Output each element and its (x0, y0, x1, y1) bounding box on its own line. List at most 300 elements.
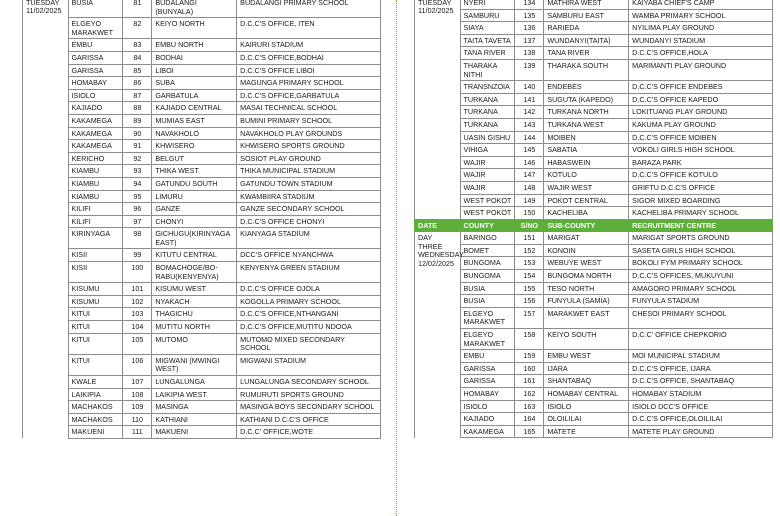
header-county: COUNTY (460, 219, 515, 232)
sno-cell: 90 (123, 127, 152, 140)
table-row (23, 39, 381, 52)
county-cell: BUSIA (460, 282, 515, 295)
table-row (23, 283, 381, 296)
county-cell: BUSIA (460, 295, 515, 308)
sno-cell: 104 (123, 321, 152, 334)
table-row (23, 413, 381, 426)
subcounty-cell: TURKANA WEST (544, 118, 629, 131)
subcounty-cell: THARAKA SOUTH (544, 59, 629, 80)
county-cell: KISII (68, 262, 123, 283)
table-row (415, 118, 773, 131)
sno-cell: 108 (123, 388, 152, 401)
subcounty-cell: THAGICHU (152, 308, 237, 321)
subcounty-cell: MUMIAS EAST (152, 114, 237, 127)
county-cell: KITUI (68, 308, 123, 321)
sno-cell: 139 (515, 59, 544, 80)
centre-cell: KIANYAGA STADIUM (237, 228, 381, 249)
subcounty-cell: TESO NORTH (544, 282, 629, 295)
sno-cell: 95 (123, 190, 152, 203)
county-cell: KISUMU (68, 295, 123, 308)
centre-cell: THIKA MUNICIPAL STADIUM (237, 165, 381, 178)
sno-cell: 106 (123, 354, 152, 375)
centre-cell: D.C.C'S OFFICE LIBOI (237, 64, 381, 77)
sno-cell: 94 (123, 177, 152, 190)
centre-cell: MARIGAT SPORTS GROUND (629, 232, 773, 245)
subcounty-cell: MASINGA (152, 401, 237, 414)
county-cell: ELGEYO MARAKWET (460, 329, 515, 350)
sno-cell: 165 (515, 425, 544, 438)
county-cell: KITUI (68, 333, 123, 354)
centre-cell: WUNDANYI STADIUM (629, 34, 773, 47)
county-cell: BUSIA (68, 0, 123, 18)
sno-cell: 101 (123, 283, 152, 296)
county-cell: GARISSA (68, 51, 123, 64)
sno-cell: 82 (123, 18, 152, 39)
table-row (415, 156, 773, 169)
sno-cell: 144 (515, 131, 544, 144)
subcounty-cell: LAIKIPIA WEST (152, 388, 237, 401)
county-cell: EMBU (460, 350, 515, 363)
table-row (415, 413, 773, 426)
table-row (415, 329, 773, 350)
sno-cell: 149 (515, 194, 544, 207)
subcounty-cell: LUNGALUNGA (152, 376, 237, 389)
sno-cell: 161 (515, 375, 544, 388)
sno-cell: 137 (515, 34, 544, 47)
centre-cell: MASAI TECHNICAL SCHOOL (237, 102, 381, 115)
table-row (23, 0, 381, 18)
centre-cell: FUNYULA STADIUM (629, 295, 773, 308)
table-row (415, 169, 773, 182)
table-row (415, 34, 773, 47)
table-row (415, 400, 773, 413)
centre-cell: MARIMANTI PLAY GROUND (629, 59, 773, 80)
county-cell: KAJIADO (460, 413, 515, 426)
county-cell: THARAKA NITHI (460, 59, 515, 80)
table-row (415, 350, 773, 363)
table-row (415, 181, 773, 194)
table-row (415, 282, 773, 295)
county-cell: EMBU (68, 39, 123, 52)
centre-cell: GATUNDU TOWN STADIUM (237, 177, 381, 190)
county-cell: TURKANA (460, 106, 515, 119)
subcounty-cell: SAMBURU EAST (544, 9, 629, 22)
centre-cell: D.C.C'S OFFICE,OLOILILAI (629, 413, 773, 426)
date-cell: TUESDAY 11/02/2025 (415, 0, 461, 219)
centre-cell: D.C.C'S OFFICE,HOLA (629, 47, 773, 60)
centre-cell: D.C.C'S OFFICE KAPEDO (629, 93, 773, 106)
table-row (23, 354, 381, 375)
centre-cell: MUTOMO MIXED SECONDARY SCHOOL (237, 333, 381, 354)
table-row (23, 51, 381, 64)
county-cell: KILIFI (68, 203, 123, 216)
sno-cell: 111 (123, 426, 152, 439)
centre-cell: MAGUNGA PRIMARY SCHOOL (237, 77, 381, 90)
sno-cell: 87 (123, 89, 152, 102)
centre-cell: VOKOLI GIRLS HIGH SCHOOL (629, 144, 773, 157)
centre-cell: D.C.C'S OFFICE, SHANTABAQ (629, 375, 773, 388)
centre-cell: ISIOLO DCC'S OFFICE (629, 400, 773, 413)
table-row (23, 321, 381, 334)
sno-cell: 162 (515, 388, 544, 401)
subcounty-cell: OLOILILAI (544, 413, 629, 426)
table-row (23, 401, 381, 414)
subcounty-cell: KITUTU CENTRAL (152, 249, 237, 262)
sno-cell: 99 (123, 249, 152, 262)
sno-cell: 135 (515, 9, 544, 22)
centre-cell: AMAGORO PRIMARY SCHOOL (629, 282, 773, 295)
sno-cell: 84 (123, 51, 152, 64)
subcounty-cell: MAKUENI (152, 426, 237, 439)
sno-cell: 134 (515, 0, 544, 9)
sno-cell: 89 (123, 114, 152, 127)
header-date: DATE (415, 219, 461, 232)
county-cell: GARISSA (460, 375, 515, 388)
table-row (415, 9, 773, 22)
centre-cell: HOMABAY STADIUM (629, 388, 773, 401)
centre-cell: GANZE SECONDARY SCHOOL (237, 203, 381, 216)
subcounty-cell: ENDEBES (544, 81, 629, 94)
county-cell: ISIOLO (68, 89, 123, 102)
sno-cell: 143 (515, 118, 544, 131)
subcounty-cell: KHWISERO (152, 140, 237, 153)
subcounty-cell: NYAKACH (152, 295, 237, 308)
subcounty-cell: LIBOI (152, 64, 237, 77)
centre-cell: LUNGALUNGA SECONDARY SCHOOL (237, 376, 381, 389)
subcounty-cell: NAVAKHOLO (152, 127, 237, 140)
table-row (23, 152, 381, 165)
date-cell: DAY THREE WEDNESDAY 12/02/2025 (415, 232, 461, 438)
subcounty-cell: BOMACHOGE/BO-RABU(KENYENYA) (152, 262, 237, 283)
table-row (415, 47, 773, 60)
centre-cell: KATHIANI D.C.C'S OFFICE (237, 413, 381, 426)
centre-cell: GRIFTU D.C.C'S OFFICE (629, 181, 773, 194)
centre-cell: MASINGA BOYS SECONDARY SCHOOL (237, 401, 381, 414)
centre-cell: D.C.C'S OFFICE,BODHAI (237, 51, 381, 64)
county-cell: WEST POKOT (460, 207, 515, 220)
county-cell: TRANSNZOIA (460, 81, 515, 94)
subcounty-cell: GANZE (152, 203, 237, 216)
sno-cell: 107 (123, 376, 152, 389)
table-row (23, 140, 381, 153)
subcounty-cell: SHANTABAQ (544, 375, 629, 388)
sno-cell: 81 (123, 0, 152, 18)
subcounty-cell: KEIYO SOUTH (544, 329, 629, 350)
sno-cell: 96 (123, 203, 152, 216)
centre-cell: BARAZA PARK (629, 156, 773, 169)
table-row (23, 228, 381, 249)
sno-cell: 93 (123, 165, 152, 178)
table-row (23, 64, 381, 77)
subcounty-cell: KONOIN (544, 244, 629, 257)
centre-cell: MATETE PLAY GROUND (629, 425, 773, 438)
sno-cell: 100 (123, 262, 152, 283)
county-cell: KISUMU (68, 283, 123, 296)
county-cell: KERICHO (68, 152, 123, 165)
table-row (23, 249, 381, 262)
subcounty-cell: KATHIANI (152, 413, 237, 426)
subcounty-cell: BUDALANGI (BUNYALA) (152, 0, 237, 18)
county-cell: UASIN GISHU (460, 131, 515, 144)
county-cell: GARISSA (460, 362, 515, 375)
county-cell: KAKAMEGA (68, 114, 123, 127)
centre-cell: D.C.C'S OFFICES, MUKUYUNI (629, 270, 773, 283)
centre-cell: BUDALANGI PRIMARY SCHOOL (237, 0, 381, 18)
table-row (23, 77, 381, 90)
county-cell: ELGEYO MARAKWET (460, 307, 515, 328)
centre-cell: D.C.C'S OFFICE MOIBEN (629, 131, 773, 144)
table-row (415, 144, 773, 157)
subcounty-cell: IJARA (544, 362, 629, 375)
centre-cell: D.C.C'S OFFICE,MUTITU NDOOA (237, 321, 381, 334)
date-cell: TUESDAY 11/02/2025 (23, 0, 69, 438)
county-cell: KITUI (68, 354, 123, 375)
sno-cell: 142 (515, 106, 544, 119)
table-row (415, 375, 773, 388)
subcounty-cell: KOTULO (544, 169, 629, 182)
sno-cell: 98 (123, 228, 152, 249)
centre-cell: KENYENYA GREEN STADIUM (237, 262, 381, 283)
sno-cell: 85 (123, 64, 152, 77)
table-row (415, 194, 773, 207)
table-row (23, 177, 381, 190)
sno-cell: 88 (123, 102, 152, 115)
subcounty-cell: KISUMU WEST (152, 283, 237, 296)
county-cell: TURKANA (460, 93, 515, 106)
centre-cell: KAKUMA PLAY GROUND (629, 118, 773, 131)
county-cell: KAJIADO (68, 102, 123, 115)
centre-cell: KHWISERO SPORTS GROUND (237, 140, 381, 153)
subcounty-cell: ISIOLO (544, 400, 629, 413)
table-row (23, 102, 381, 115)
subcounty-cell: FUNYULA (SAMIA) (544, 295, 629, 308)
county-cell: HOMABAY (460, 388, 515, 401)
sno-cell: 140 (515, 81, 544, 94)
subcounty-cell: MUTITU NORTH (152, 321, 237, 334)
subcounty-cell: GICHUGU(KIRINYAGA EAST) (152, 228, 237, 249)
sno-cell: 136 (515, 22, 544, 35)
subcounty-cell: MUTOMO (152, 333, 237, 354)
subcounty-cell: SUBA (152, 77, 237, 90)
subcounty-cell: MARAKWET EAST (544, 307, 629, 328)
centre-cell: KWAMBIIRA STADIUM (237, 190, 381, 203)
sno-cell: 97 (123, 215, 152, 228)
subcounty-cell: SABATIA (544, 144, 629, 157)
sno-cell: 103 (123, 308, 152, 321)
table-row (23, 89, 381, 102)
sno-cell: 156 (515, 295, 544, 308)
table-row (23, 215, 381, 228)
county-cell: BOMET (460, 244, 515, 257)
table-row (23, 165, 381, 178)
centre-cell: LOKITUANG PLAY GROUND (629, 106, 773, 119)
centre-cell: D.C.C'S OFFICE, IJARA (629, 362, 773, 375)
header-subcounty: SUB-COUNTY (544, 219, 629, 232)
centre-cell: D.C.C'S OFFICE ENDEBES (629, 81, 773, 94)
subcounty-cell: MIGWANI (MWINGI WEST) (152, 354, 237, 375)
county-cell: KAKAMEGA (68, 127, 123, 140)
centre-cell: BOKOLI FYM PRIMARY SCHOOL (629, 257, 773, 270)
sno-cell: 91 (123, 140, 152, 153)
centre-cell: KAIYABA CHIEF'S CAMP (629, 0, 773, 9)
subcounty-cell: HOMABAY CENTRAL (544, 388, 629, 401)
subcounty-cell: GATUNDU SOUTH (152, 177, 237, 190)
header-centre: RECRUITMENT CENTRE (629, 219, 773, 232)
table-row (415, 244, 773, 257)
table-row (415, 307, 773, 328)
subcounty-cell: MATHIRA WEST (544, 0, 629, 9)
table-row (415, 207, 773, 220)
subcounty-cell: KAJIADO CENTRAL (152, 102, 237, 115)
sno-cell: 109 (123, 401, 152, 414)
sno-cell: 152 (515, 244, 544, 257)
county-cell: KAKAMEGA (68, 140, 123, 153)
sno-cell: 160 (515, 362, 544, 375)
centre-cell: NYILIMA PLAY GROUND (629, 22, 773, 35)
centre-cell: D.C.C'S OFFICE CHONYI (237, 215, 381, 228)
centre-cell: BUMINI PRIMARY SCHOOL (237, 114, 381, 127)
county-cell: KIAMBU (68, 190, 123, 203)
county-cell: KIAMBU (68, 165, 123, 178)
centre-cell: KOGOLLA PRIMARY SCHOOL (237, 295, 381, 308)
county-cell: KITUI (68, 321, 123, 334)
county-cell: NYERI (460, 0, 515, 9)
sno-cell: 163 (515, 400, 544, 413)
sno-cell: 155 (515, 282, 544, 295)
subcounty-cell: MOIBEN (544, 131, 629, 144)
centre-cell: D.C.C'S OFFICE OJOLA (237, 283, 381, 296)
county-cell: VIHIGA (460, 144, 515, 157)
table-row (23, 388, 381, 401)
subcounty-cell: WUNDANYI(TAITA) (544, 34, 629, 47)
table-row (415, 93, 773, 106)
centre-cell: D.C.C'S OFFICE,GARBATULA (237, 89, 381, 102)
county-cell: KAKAMEGA (460, 425, 515, 438)
subcounty-cell: TANA RIVER (544, 47, 629, 60)
table-row (23, 333, 381, 354)
table-row (415, 270, 773, 283)
centre-cell: SIGOR MIXED BOARDING (629, 194, 773, 207)
sno-cell: 148 (515, 181, 544, 194)
county-cell: MACHAKOS (68, 401, 123, 414)
centre-cell: SASETA GIRLS HIGH SCHOOL (629, 244, 773, 257)
county-cell: TURKANA (460, 118, 515, 131)
table-row (415, 232, 773, 245)
page-divider (396, 0, 397, 516)
sno-cell: 153 (515, 257, 544, 270)
county-cell: HOMABAY (68, 77, 123, 90)
county-cell: KIRINYAGA (68, 228, 123, 249)
sno-cell: 145 (515, 144, 544, 157)
centre-cell: KACHELIBA PRIMARY SCHOOL (629, 207, 773, 220)
county-cell: WAJIR (460, 156, 515, 169)
centre-cell: D.C.C' OFFICE,WOTE (237, 426, 381, 439)
centre-cell: KAIRURI STADIUM (237, 39, 381, 52)
county-cell: ELGEYO MARAKWET (68, 18, 123, 39)
sno-cell: 141 (515, 93, 544, 106)
county-cell: MAKUENI (68, 426, 123, 439)
subcounty-cell: EMBU WEST (544, 350, 629, 363)
county-cell: KWALE (68, 376, 123, 389)
centre-cell: NAVAKHOLO PLAY GROUNDS (237, 127, 381, 140)
table-row (415, 362, 773, 375)
table-row (23, 114, 381, 127)
centre-cell: WAMBA PRIMARY SCHOOL (629, 9, 773, 22)
table-row (415, 425, 773, 438)
table-row (415, 0, 773, 9)
table-row (415, 22, 773, 35)
centre-cell: DCC'S OFFICE NYANCHWA (237, 249, 381, 262)
table-row (415, 257, 773, 270)
table-row (23, 18, 381, 39)
subcounty-cell: RARIEDA (544, 22, 629, 35)
county-cell: GARISSA (68, 64, 123, 77)
county-cell: ISIOLO (460, 400, 515, 413)
county-cell: SAMBURU (460, 9, 515, 22)
county-cell: WEST POKOT (460, 194, 515, 207)
county-cell: TAITA TAVETA (460, 34, 515, 47)
sno-cell: 110 (123, 413, 152, 426)
table-row (23, 308, 381, 321)
county-cell: KILIFI (68, 215, 123, 228)
subcounty-cell: BUNGOMA NORTH (544, 270, 629, 283)
sno-cell: 146 (515, 156, 544, 169)
left-schedule-table (22, 0, 381, 439)
sno-cell: 158 (515, 329, 544, 350)
sno-cell: 83 (123, 39, 152, 52)
centre-cell: RUMURUTI SPORTS GROUND (237, 388, 381, 401)
subcounty-cell: WAJIR WEST (544, 181, 629, 194)
sno-cell: 154 (515, 270, 544, 283)
subcounty-cell: MATETE (544, 425, 629, 438)
sno-cell: 105 (123, 333, 152, 354)
table-row (415, 295, 773, 308)
table-row (23, 426, 381, 439)
sno-cell: 102 (123, 295, 152, 308)
subcounty-cell: CHONYI (152, 215, 237, 228)
subcounty-cell: POKOT CENTRAL (544, 194, 629, 207)
subcounty-cell: SUGUTA (KAPEDO) (544, 93, 629, 106)
subcounty-cell: THIKA WEST (152, 165, 237, 178)
table-row (415, 388, 773, 401)
subcounty-cell: BODHAI (152, 51, 237, 64)
table-row (23, 127, 381, 140)
sno-cell: 138 (515, 47, 544, 60)
county-cell: KIAMBU (68, 177, 123, 190)
centre-cell: MOI MUNICIPAL STADIUM (629, 350, 773, 363)
table-row (23, 376, 381, 389)
table-row (23, 190, 381, 203)
sno-cell: 159 (515, 350, 544, 363)
sno-cell: 151 (515, 232, 544, 245)
centre-cell: SOSIOT PLAY GROUND (237, 152, 381, 165)
subcounty-cell: MARIGAT (544, 232, 629, 245)
table-header-row (415, 219, 773, 232)
sno-cell: 164 (515, 413, 544, 426)
subcounty-cell: GARBATULA (152, 89, 237, 102)
county-cell: SIAYA (460, 22, 515, 35)
sno-cell: 86 (123, 77, 152, 90)
centre-cell: D.C.C' OFFICE CHEPKORIO (629, 329, 773, 350)
table-row (415, 106, 773, 119)
subcounty-cell: LIMURU (152, 190, 237, 203)
county-cell: WAJIR (460, 169, 515, 182)
centre-cell: MIGWANI STADIUM (237, 354, 381, 375)
table-row (415, 81, 773, 94)
county-cell: BUNGOMA (460, 270, 515, 283)
table-row (415, 59, 773, 80)
county-cell: WAJIR (460, 181, 515, 194)
